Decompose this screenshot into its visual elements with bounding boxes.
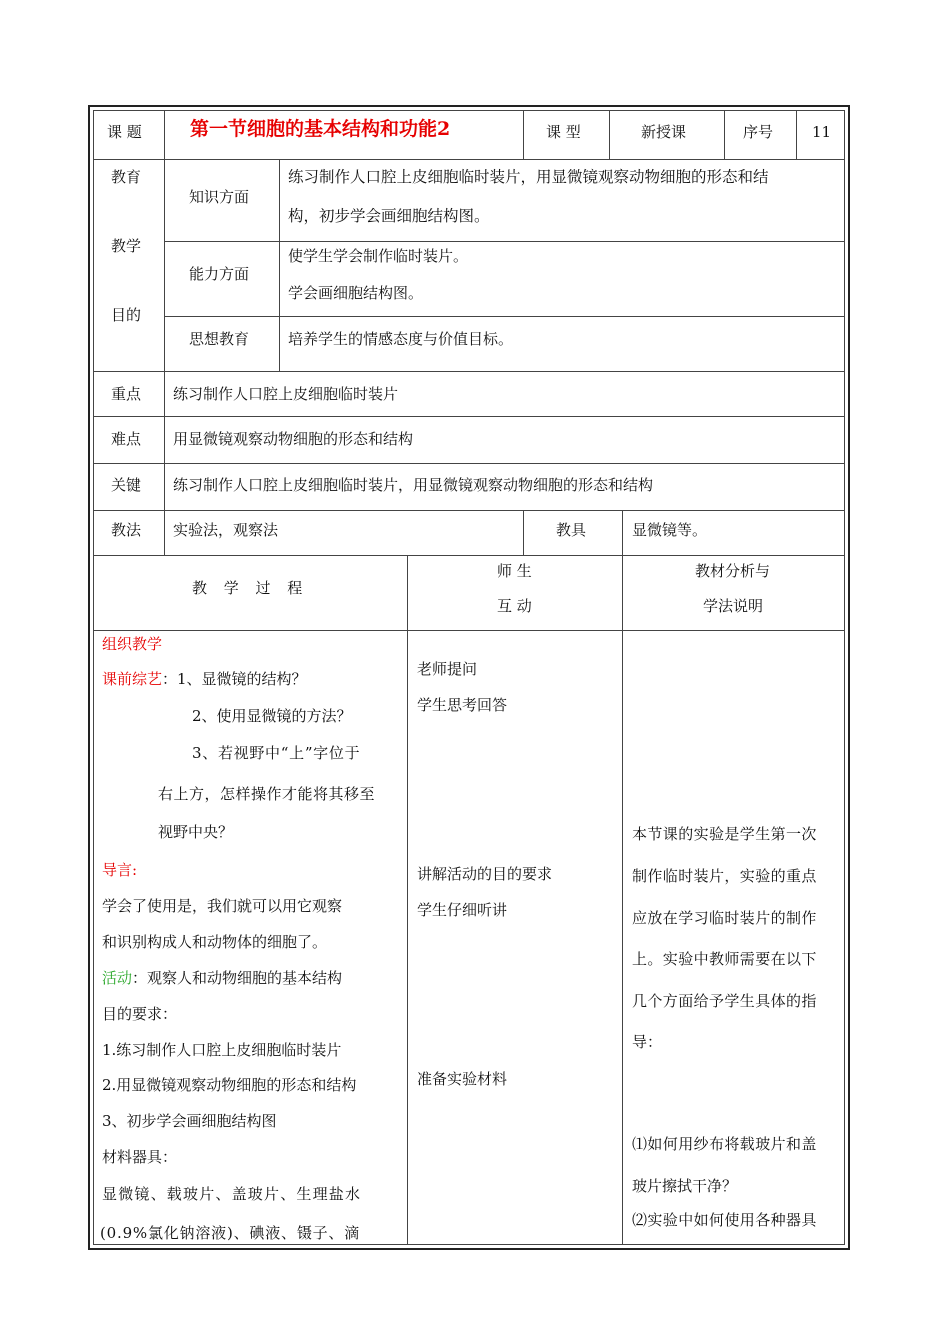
ability-text: 使学生学会制作临时装片。 [288, 247, 469, 265]
interaction-item: 学生思考回答 [417, 696, 508, 714]
knowledge-label: 知识方面 [189, 188, 250, 206]
objectives-group-label: 教育 [111, 168, 142, 186]
page-title: 第一节细胞的基本结构和功能2 [190, 118, 451, 140]
review-question: 3、若视野中“上”字位于 [192, 744, 361, 762]
col-divider [164, 110, 165, 159]
ability-text: 学会画细胞结构图。 [288, 284, 424, 302]
goal-item: 3、初步学会画细胞结构图 [102, 1112, 277, 1130]
col-divider [279, 159, 280, 371]
goal-item: 2.用显微镜观察动物细胞的形态和结构 [102, 1076, 357, 1094]
analysis-text: ⑵实验中如何使用各种器具 [632, 1211, 817, 1229]
organize-heading: 组织教学 [102, 635, 163, 653]
difficulty-text: 用显微镜观察动物细胞的形态和结构 [173, 430, 414, 448]
review-question: 视野中央？ [158, 823, 234, 841]
row-divider [94, 159, 844, 160]
analysis-text: 本节课的实验是学生第一次 [632, 825, 817, 843]
row-divider [164, 316, 844, 317]
method-text: 实验法，观察法 [173, 521, 279, 539]
col-divider [796, 110, 797, 159]
analysis-text: ⑴如何用纱布将载玻片和盖 [632, 1135, 817, 1153]
col-divider [523, 510, 524, 555]
interaction-item: 准备实验材料 [417, 1070, 508, 1088]
col-divider [609, 110, 610, 159]
method-label: 教法 [111, 521, 142, 539]
col-divider [407, 555, 408, 1245]
analysis-text: 应放在学习临时装片的制作 [632, 909, 817, 927]
col-divider [523, 110, 524, 159]
activity-line [102, 968, 342, 988]
activity-label: 活动 [102, 969, 133, 987]
intro-heading: 导言: [102, 861, 138, 879]
row-divider [164, 241, 844, 242]
activity-text: ：观察人和动物细胞的基本结构 [132, 969, 343, 987]
materials-text: 显微镜、载玻片、盖玻片、生理盐水 [102, 1185, 362, 1203]
ability-label: 能力方面 [189, 265, 250, 283]
objectives-group-label: 教学 [111, 237, 142, 255]
goal-heading: 目的要求： [102, 1005, 178, 1023]
knowledge-text: 练习制作人口腔上皮细胞临时装片，用显微镜观察动物细胞的形态和结 [288, 168, 769, 186]
analysis-col-header: 学法说明 [703, 597, 764, 615]
analysis-text: 导： [632, 1033, 663, 1051]
analysis-col-header: 教材分析与 [695, 562, 771, 580]
interaction-col-header: 师 生 [497, 562, 532, 580]
materials-text: (0.9%氯化钠溶液)、碘液、镊子、滴 [100, 1224, 361, 1242]
focus-text: 练习制作人口腔上皮细胞临时装片 [173, 385, 399, 403]
type-value: 新授课 [641, 123, 687, 141]
tools-label: 教具 [556, 521, 587, 539]
objectives-group-label: 目的 [111, 306, 142, 324]
key-label: 关键 [111, 476, 142, 494]
col-divider [622, 555, 623, 1245]
review-line [102, 669, 307, 689]
key-text: 练习制作人口腔上皮细胞临时装片，用显微镜观察动物细胞的形态和结构 [173, 476, 654, 494]
row-divider [94, 510, 844, 511]
seq-label: 序号 [743, 123, 774, 141]
interaction-item: 学生仔细听讲 [417, 901, 508, 919]
topic-label: 课 题 [107, 123, 142, 141]
row-divider [94, 371, 844, 372]
materials-heading: 材料器具： [102, 1148, 178, 1166]
col-divider [164, 159, 165, 555]
row-divider [94, 630, 844, 631]
interaction-item: 讲解活动的目的要求 [417, 865, 553, 883]
col-divider [622, 510, 623, 555]
difficulty-label: 难点 [111, 430, 142, 448]
row-divider [94, 555, 844, 556]
col-divider [724, 110, 725, 159]
review-question: 2、使用显微镜的方法？ [192, 707, 352, 725]
analysis-text: 玻片擦拭干净？ [632, 1177, 738, 1195]
tools-text: 显微镜等。 [632, 521, 708, 539]
process-col-header: 教 学 过 程 [192, 579, 309, 597]
interaction-item: 老师提问 [417, 660, 478, 678]
review-question: 右上方，怎样操作才能将其移至 [158, 785, 376, 803]
analysis-text: 上。实验中教师需要在以下 [632, 950, 817, 968]
seq-value: 11 [812, 123, 832, 141]
goal-item: 1.练习制作人口腔上皮细胞临时装片 [102, 1041, 342, 1059]
ideology-label: 思想教育 [189, 330, 250, 348]
ideology-text: 培养学生的情感态度与价值目标。 [288, 330, 514, 348]
analysis-text: 制作临时装片，实验的重点 [632, 867, 817, 885]
intro-text: 学会了使用是，我们就可以用它观察 [102, 897, 343, 915]
row-divider [94, 463, 844, 464]
row-divider [94, 416, 844, 417]
knowledge-text: 构，初步学会画细胞结构图。 [288, 207, 490, 225]
type-label: 课 型 [546, 123, 581, 141]
analysis-text: 几个方面给予学生具体的指 [632, 992, 817, 1010]
focus-label: 重点 [111, 385, 142, 403]
review-label: 课前综艺 [102, 670, 163, 688]
review-question: ：1、显微镜的结构？ [162, 670, 307, 688]
interaction-col-header: 互 动 [497, 597, 532, 615]
intro-text: 和识别构成人和动物体的细胞了。 [102, 933, 328, 951]
